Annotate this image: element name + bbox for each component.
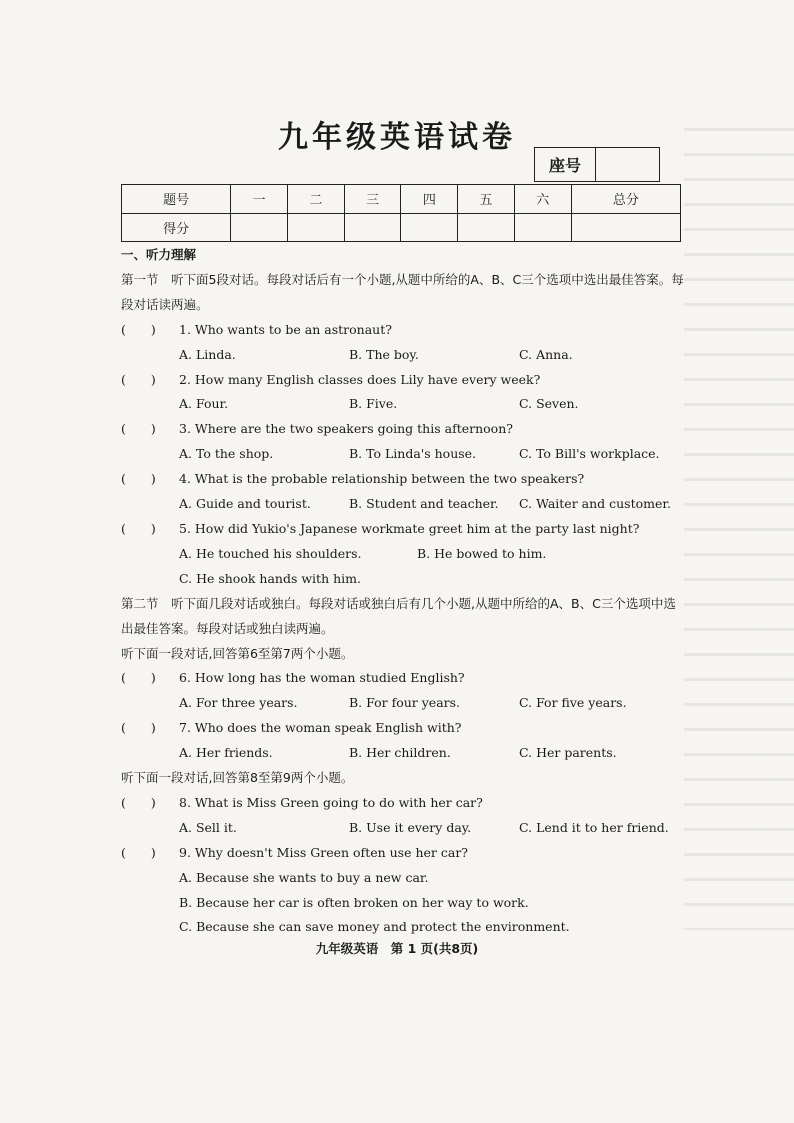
score-cell: 一 [231,185,288,214]
section2-instruction: 第二节 听下面几段对话或独白。每段对话或独白后有几个小题,从题中所给的A、B、C三个选项中选出最佳答案。每段对话或独白读两遍。 [121,595,676,636]
seat-label: 座号 [535,148,596,181]
score-input-cell[interactable] [344,213,401,242]
score-cell: 得分 [122,213,231,242]
question [121,467,686,492]
answer-bracket[interactable]: ( ) [121,371,156,387]
question-stem: 7. Who does the woman speak English with? [179,720,462,736]
question-stem: 8. What is Miss Green going to do with her car? [179,794,483,810]
options [121,392,686,417]
option: C. Seven. [519,396,579,412]
option: C. He shook hands with him. [179,570,361,586]
score-cell: 二 [288,185,345,214]
options [121,343,686,368]
score-input-cell[interactable] [288,213,345,242]
options [121,741,686,766]
group-intro: 听下面一段对话,回答第6至第7两个小题。 [121,645,354,661]
question [121,841,686,866]
score-input-cell[interactable] [458,213,515,242]
seat-value-field[interactable] [596,148,659,181]
option: A. Four. [179,396,229,412]
score-input-cell[interactable] [231,213,288,242]
score-input-cell[interactable] [571,213,680,242]
option: C. Waiter and customer. [519,496,671,512]
score-cell: 三 [344,185,401,214]
seat-number-box [534,147,660,182]
option: A. To the shop. [179,446,274,462]
answer-bracket[interactable]: ( ) [121,421,156,437]
option: A. He touched his shoulders. [179,545,362,561]
option: C. Anna. [519,346,573,362]
question [121,716,686,741]
option: A. For three years. [179,695,298,711]
option: B. Five. [349,396,398,412]
question-stem: 2. How many English classes does Lily have every week? [179,371,541,387]
score-table [121,184,681,242]
question [121,517,686,542]
options [121,816,686,841]
answer-bracket[interactable]: ( ) [121,794,156,810]
option: C. For five years. [519,695,627,711]
question [121,417,686,442]
answer-bracket[interactable]: ( ) [121,720,156,736]
option: B. For four years. [349,695,461,711]
answer-bracket[interactable]: ( ) [121,321,156,337]
page-footer: 九年级英语 第 1 页(共8页) [315,941,479,956]
option: C. Lend it to her friend. [519,819,669,835]
options [121,442,686,467]
answer-bracket[interactable]: ( ) [121,844,156,860]
question [121,368,686,393]
score-cell: 五 [458,185,515,214]
answer-bracket[interactable]: ( ) [121,520,156,536]
exam-content [121,243,686,940]
score-cell: 题号 [122,185,231,214]
answer-bracket[interactable]: ( ) [121,670,156,686]
option: A. Linda. [179,346,236,362]
question-stem: 3. Where are the two speakers going this afternoon? [179,421,513,437]
bleed-through-texture [684,110,794,930]
score-table-score-row [122,213,681,242]
score-cell: 六 [514,185,571,214]
question-stem: 6. How long has the woman studied English? [179,670,465,686]
options [121,492,686,517]
question [121,666,686,691]
answer-bracket[interactable]: ( ) [121,471,156,487]
option: C. Her parents. [519,745,617,761]
option: A. Guide and tourist. [179,496,311,512]
score-table-header-row [122,185,681,214]
option: B. Because her car is often broken on her way to work. [179,894,529,910]
question-stem: 4. What is the probable relationship between the two speakers? [179,471,585,487]
option: B. The boy. [349,346,419,362]
question [121,318,686,343]
option: C. Because she can save money and protect the environment. [179,919,570,935]
option: A. Her friends. [179,745,273,761]
question-stem: 5. How did Yukio's Japanese workmate greet him at the party last night? [179,520,640,536]
option: A. Sell it. [179,819,237,835]
score-cell: 四 [401,185,458,214]
option: C. To Bill's workplace. [519,446,660,462]
option: B. He bowed to him. [417,545,547,561]
section1-instruction: 第一节 听下面5段对话。每段对话后有一个小题,从题中所给的A、B、C三个选项中选出最佳答案。每段对话读两遍。 [121,271,684,312]
option: B. Use it every day. [349,819,472,835]
option: B. Her children. [349,745,451,761]
question [121,791,686,816]
question-stem: 1. Who wants to be an astronaut? [179,321,392,337]
question-stem: 9. Why doesn't Miss Green often use her car? [179,844,468,860]
score-input-cell[interactable] [514,213,571,242]
group-intro: 听下面一段对话,回答第8至第9两个小题。 [121,770,354,786]
page-title: 九年级英语试卷 [278,120,516,155]
options [121,691,686,716]
option: B. To Linda's house. [349,446,477,462]
option: A. Because she wants to buy a new car. [179,869,429,885]
score-input-cell[interactable] [401,213,458,242]
score-cell: 总分 [571,185,680,214]
option: B. Student and teacher. [349,496,499,512]
options [121,542,686,567]
part-title: 一、听力理解 [121,247,197,262]
